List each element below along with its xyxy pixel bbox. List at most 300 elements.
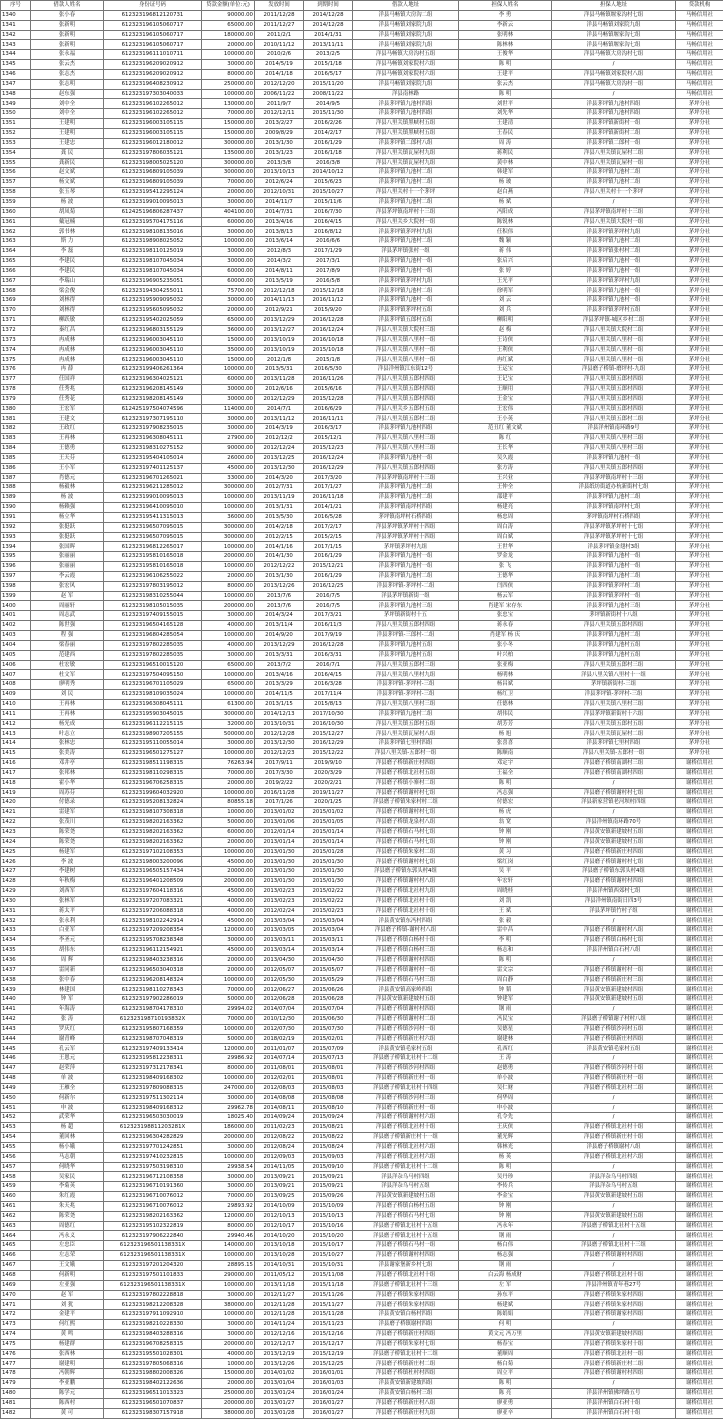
cell-start: 2012/06/27 — [255, 985, 304, 995]
cell-name: 陈世强 — [31, 621, 104, 631]
table-row — [1, 79, 723, 89]
cell-guarantor: 吴久霞 — [459, 453, 552, 463]
cell-amount: 404100.00 — [202, 207, 255, 217]
cell-addr: 洋县黄安镇白杨村四组 — [353, 1310, 459, 1320]
table-row — [1, 532, 723, 542]
cell-id: 612323197401125137 — [104, 463, 202, 473]
cell-end: 2016/8/12 — [304, 227, 353, 237]
cell-id: 612323197806035121 — [104, 148, 202, 158]
cell-amount: 380000.00 — [202, 1408, 255, 1418]
cell-no: 1423 — [1, 827, 31, 837]
cell-org: 谢桥信用社 — [676, 1083, 723, 1093]
cell-amount: 29893.92 — [202, 1201, 255, 1211]
table-row — [1, 1054, 723, 1064]
table-row — [1, 178, 723, 188]
cell-addr: 洋县磨子桥镇北社村六组 — [353, 1142, 459, 1152]
cell-addr: 洋县八里关镇五郎村三组 — [353, 660, 459, 670]
cell-org: 茅坪分社 — [676, 128, 723, 138]
cell-org: 茅坪分社 — [676, 119, 723, 129]
cell-addr: 洋县磨子桥镇新庄村四组 — [353, 1329, 459, 1339]
cell-gaddr: 洋县磨子桥镇沙河村十组 — [552, 1064, 676, 1074]
cell-start: 2011/2/1 — [255, 30, 304, 40]
cell-addr: 洋县黄安镇新建坡村五组 — [353, 1192, 459, 1202]
cell-gaddr: 洋县茅坪镇九池村一组 — [552, 256, 676, 266]
cell-start: 2014/07/14 — [255, 1054, 304, 1064]
cell-amount: 20000.00 — [202, 306, 255, 316]
cell-addr: 洋县茅坪镇九池村二组 — [353, 197, 459, 207]
cell-gaddr: 洋县茅坪镇茅坪村九组 — [552, 276, 676, 286]
cell-no: 1374 — [1, 345, 31, 355]
table-row — [1, 896, 723, 906]
cell-addr: 洋县洋州镇江东街12号 — [353, 365, 459, 375]
table-row — [1, 217, 723, 227]
cell-org: 茅坪分社 — [676, 719, 723, 729]
cell-start: 2012/12/29 — [255, 394, 304, 404]
table-row — [1, 936, 723, 946]
cell-org: 茅坪分社 — [676, 197, 723, 207]
header-name: 借款人姓名 — [31, 1, 104, 11]
cell-gaddr: 洋县茅坪镇九池村一组 — [552, 562, 676, 572]
cell-guarantor: 王诗侠 — [459, 335, 552, 345]
cell-addr: 洋县马畅镇刘家院村六组 — [353, 60, 459, 70]
cell-end: 2015/12/17 — [304, 1339, 353, 1349]
cell-end: 2017/2/17 — [304, 522, 353, 532]
cell-no: 1463 — [1, 1221, 31, 1231]
cell-gaddr: 洋县磨子桥镇谢村村四组 — [552, 1251, 676, 1261]
cell-end: 2016/12/28 — [304, 316, 353, 326]
cell-amount: 100000.00 — [202, 631, 255, 641]
cell-org: 谢桥信用社 — [676, 788, 723, 798]
cell-id: 612323196003045110 — [104, 335, 202, 345]
cell-start: 2014/8/11 — [255, 266, 304, 276]
cell-end: 2017/1/29 — [304, 247, 353, 257]
cell-id: 612323196710076012 — [104, 1201, 202, 1211]
cell-org: 谢桥信用社 — [676, 936, 723, 946]
cell-id: 612323199010095013 — [104, 493, 202, 503]
cell-id: 612323195412295124 — [104, 188, 202, 198]
cell-org: 茅坪分社 — [676, 256, 723, 266]
cell-name: 柳跃敏 — [31, 316, 104, 326]
cell-name: 李菊英 — [31, 1182, 104, 1192]
cell-addr: 洋县磨子桥镇朱家村四组 — [353, 1290, 459, 1300]
table-row — [1, 453, 723, 463]
cell-end: 2016/5/28 — [304, 512, 353, 522]
cell-addr: 洋县磨子桥镇石马村一组 — [353, 1241, 459, 1251]
cell-id: 612323195501028301 — [104, 1349, 202, 1359]
cell-amount: 30000.00 — [202, 1329, 255, 1339]
cell-gaddr: 洋县磨子桥镇谢村村七组 — [552, 857, 676, 867]
cell-guarantor: 钟 刚 — [459, 1201, 552, 1211]
table-row — [1, 729, 723, 739]
cell-no: 1372 — [1, 325, 31, 335]
cell-org: 谢桥信用社 — [676, 955, 723, 965]
cell-start: 2014/1/16 — [255, 542, 304, 552]
cell-name: 郭书林 — [31, 227, 104, 237]
cell-gaddr: 洋县磨子桥镇谢村村七组 — [552, 788, 676, 798]
cell-id: 612323197511302114 — [104, 1093, 202, 1103]
header-gaddr: 担保人地址 — [552, 1, 676, 11]
table-row — [1, 1024, 723, 1034]
cell-name: 王小军 — [31, 463, 104, 473]
cell-no: 1373 — [1, 335, 31, 345]
cell-org: 茅坪分社 — [676, 493, 723, 503]
cell-name: 张挺跃 — [31, 522, 104, 532]
cell-guarantor: 杨白伟 — [459, 1241, 552, 1251]
table-row — [1, 365, 723, 375]
cell-addr: 洋县磨子桥镇北社村十组 — [353, 896, 459, 906]
cell-id: 612323196501275127 — [104, 749, 202, 759]
cell-end: 2016/01/03 — [304, 1379, 353, 1389]
cell-no: 1426 — [1, 857, 31, 867]
cell-name: 张西林 — [31, 1349, 104, 1359]
cell-amount: 100000.00 — [202, 788, 255, 798]
cell-addr: 洋县茅坪镇茅坪村十四组 — [353, 532, 459, 542]
cell-start: 2010/2/6 — [255, 50, 304, 60]
cell-org: 谢桥信用社 — [676, 1408, 723, 1418]
cell-no: 1400 — [1, 601, 31, 611]
cell-addr: 洋县马畅镇刘家院九组 — [353, 40, 459, 50]
cell-addr: 洋县茅坪镇二郎村八组 — [353, 138, 459, 148]
table-row — [1, 266, 723, 276]
cell-gaddr: 洋县八里关镇八里村三组 — [552, 434, 676, 444]
cell-guarantor: 肖建军 杨 庆 — [459, 631, 552, 641]
cell-end: 2015/11/27 — [304, 1300, 353, 1310]
cell-id: 612323196803155129 — [104, 325, 202, 335]
cell-id: 612323198511198315 — [104, 758, 202, 768]
cell-guarantor: 王运宝 — [459, 365, 552, 375]
cell-id: 612323196209020912 — [104, 60, 202, 70]
cell-amount: 100000.00 — [202, 50, 255, 60]
table-row — [1, 168, 723, 178]
cell-amount: 30000.00 — [202, 384, 255, 394]
cell-addr: 洋县磨子桥镇新庄村四组 — [353, 758, 459, 768]
cell-org: 谢桥信用社 — [676, 1251, 723, 1261]
cell-start: 2013/5/19 — [255, 276, 304, 286]
cell-id: 612323199604032920 — [104, 788, 202, 798]
cell-no: 1385 — [1, 453, 31, 463]
cell-org: 茅坪分社 — [676, 227, 723, 237]
table-row — [1, 138, 723, 148]
cell-no: 1413 — [1, 729, 31, 739]
cell-gaddr: 洋县磨子桥镇北社村二组 — [552, 1083, 676, 1093]
cell-addr: 洋县茅坪镇九池村四组 — [353, 109, 459, 119]
cell-guarantor: 吴丹珍 — [459, 1172, 552, 1182]
cell-id: 612323198402122636 — [104, 1379, 202, 1389]
cell-no: 1437 — [1, 965, 31, 975]
cell-org: 茅坪分社 — [676, 670, 723, 680]
cell-amount: 290000.00 — [202, 1270, 255, 1280]
cell-id: 612323195208132824 — [104, 798, 202, 808]
cell-guarantor: 王 涛 — [459, 1054, 552, 1064]
cell-end: 2015/12/22 — [304, 749, 353, 759]
cell-addr: 洋县磨子桥镇北社村十二组 — [353, 1162, 459, 1172]
cell-no: 1384 — [1, 443, 31, 453]
cell-amount: 20000.00 — [202, 955, 255, 965]
cell-addr: 洋县磨子桥镇北社村十五组 — [353, 1221, 459, 1231]
cell-addr: 洋县茅坪镇九池村一组 — [353, 256, 459, 266]
cell-addr: 洋县八里关乡五郎村五组 — [353, 404, 459, 414]
cell-name: 张茂川 — [31, 818, 104, 828]
cell-no: 1387 — [1, 473, 31, 483]
cell-addr: 洋县磨子桥镇龙泉村八组 — [353, 818, 459, 828]
cell-guarantor: 钢 雨 — [459, 1261, 552, 1271]
cell-id: 612323198208145149 — [104, 394, 202, 404]
cell-end: 2016/11/18 — [304, 493, 353, 503]
cell-amount: 30000.00 — [202, 936, 255, 946]
cell-no: 1472 — [1, 1310, 31, 1320]
cell-amount: 40000.00 — [202, 906, 255, 916]
cell-id: 612323195708238348 — [104, 936, 202, 946]
cell-org: 茅坪分社 — [676, 109, 723, 119]
cell-start: 2014/1/30 — [255, 552, 304, 562]
cell-gaddr: 洋县马畅镇刘家院九组 — [552, 20, 676, 30]
cell-name: 陈荣尧 — [31, 837, 104, 847]
cell-start: 2013/10/19 — [255, 335, 304, 345]
cell-gaddr: 洋县磨子桥镇谢村村一组 — [552, 965, 676, 975]
cell-amount: 45000.00 — [202, 886, 255, 896]
cell-id: 612323196712108358 — [104, 1172, 202, 1182]
cell-no: 1428 — [1, 877, 31, 887]
table-row — [1, 1241, 723, 1251]
cell-addr: 洋县磨子桥镇石马村七组 — [353, 827, 459, 837]
table-row — [1, 1231, 723, 1241]
table-row — [1, 985, 723, 995]
cell-no: 1368 — [1, 286, 31, 296]
cell-org: 茅坪分社 — [676, 473, 723, 483]
cell-end: 2015/06/26 — [304, 985, 353, 995]
cell-addr: 洋县磨子桥镇新庄村九组 — [353, 1408, 459, 1418]
cell-amount: 120000.00 — [202, 1044, 255, 1054]
cell-org: 谢桥信用社 — [676, 1123, 723, 1133]
table-row — [1, 50, 723, 60]
cell-gaddr: 洋县磨子桥镇东郭头村4组 — [552, 867, 676, 877]
cell-gaddr: 洋县黄安镇新建坡村五组 — [552, 827, 676, 837]
cell-no: 1366 — [1, 266, 31, 276]
cell-name: 张永福 — [31, 50, 104, 60]
cell-end: 2015/08/03 — [304, 1083, 353, 1093]
cell-end: 2015/03/11 — [304, 936, 353, 946]
cell-start: 2018/02/19 — [255, 1034, 304, 1044]
cell-addr: 洋县磨子桥镇小寨村二组 — [353, 778, 459, 788]
cell-org: 谢桥信用社 — [676, 1201, 723, 1211]
cell-start: 2013/09/25 — [255, 1192, 304, 1202]
cell-addr: 洋县磨子桥镇北社村十组 — [353, 906, 459, 916]
cell-amount: 70000.00 — [202, 985, 255, 995]
cell-guarantor: 张小冬 — [459, 640, 552, 650]
cell-name: 李建民 — [31, 256, 104, 266]
cell-org: 茅坪分社 — [676, 611, 723, 621]
cell-guarantor: 王仲全 — [459, 483, 552, 493]
table-row — [1, 1339, 723, 1349]
cell-no: 1393 — [1, 532, 31, 542]
cell-end: 2015/07/30 — [304, 1024, 353, 1034]
cell-gaddr: 洋县茅坪镇茅坪村二组 — [552, 581, 676, 591]
cell-name: 霍小华 — [31, 778, 104, 788]
cell-name: 张美涛 — [31, 749, 104, 759]
cell-id: 612323197906222840 — [104, 1231, 202, 1241]
cell-org: 茅坪分社 — [676, 404, 723, 414]
cell-start: 2012/8/3 — [255, 247, 304, 257]
cell-org: 谢桥信用社 — [676, 1320, 723, 1330]
cell-addr: 洋县磨子桥镇朱家村四组 — [353, 1300, 459, 1310]
cell-end: 2019/11/27 — [304, 788, 353, 798]
table-row — [1, 1123, 723, 1133]
cell-no: 1433 — [1, 926, 31, 936]
cell-guarantor: 杨 斌 — [459, 197, 552, 207]
cell-no: 1432 — [1, 916, 31, 926]
cell-end: 2016/12/24 — [304, 453, 353, 463]
cell-start: 2012/08/22 — [255, 1133, 304, 1143]
cell-no: 1349 — [1, 99, 31, 109]
cell-amount: 33000.00 — [202, 473, 255, 483]
cell-no: 1421 — [1, 808, 31, 818]
cell-gaddr: 洋县磨子桥镇新庄村四组 — [552, 1034, 676, 1044]
cell-amount: 60000.00 — [202, 276, 255, 286]
cell-guarantor: 胡芳芳 — [459, 719, 552, 729]
cell-start: 2014/3/24 — [255, 611, 304, 621]
cell-gaddr: / — [552, 1201, 676, 1211]
table-row — [1, 256, 723, 266]
cell-end: 2016/10/18 — [304, 335, 353, 345]
cell-addr: 洋县茅坪镇九池村二组 — [353, 571, 459, 581]
cell-name: 周 辉 — [31, 955, 104, 965]
cell-addr: 洋县茅坪镇茅坪村九组 — [353, 276, 459, 286]
cell-end: 2015/12/16 — [304, 1329, 353, 1339]
cell-id: 612323198110125019 — [104, 247, 202, 257]
cell-org: 谢桥信用社 — [676, 1054, 723, 1064]
cell-guarantor: 陈 亮 — [459, 1388, 552, 1398]
cell-no: 1415 — [1, 749, 31, 759]
cell-addr: 洋县茅坪镇茅坪村九组 — [353, 227, 459, 237]
cell-start: 2013/10/28 — [255, 1251, 304, 1261]
cell-end: 2015/12/18 — [304, 286, 353, 296]
cell-gaddr: 洋县磨子桥镇谢家村四组 — [552, 1310, 676, 1320]
cell-name: 李瑞山 — [31, 276, 104, 286]
table-row — [1, 296, 723, 306]
cell-id: 612323196708258315 — [104, 1339, 202, 1349]
cell-gaddr: 洋县茅坪镇九池村一组 — [552, 296, 676, 306]
cell-end: 2017/1/27 — [304, 483, 353, 493]
cell-org: 茅坪分社 — [676, 749, 723, 759]
cell-end: 2013/11/11 — [304, 40, 353, 50]
cell-name: 杨 波 — [31, 197, 104, 207]
cell-no: 1392 — [1, 522, 31, 532]
cell-start: 2017/1/26 — [255, 798, 304, 808]
cell-start: 2014/5/19 — [255, 60, 304, 70]
cell-id: 612323197409155015 — [104, 611, 202, 621]
cell-addr: 洋县磨子桥镇朱家村七组 — [353, 1339, 459, 1349]
cell-gaddr: 洋县黄安镇新建坡村五组 — [552, 837, 676, 847]
table-row — [1, 493, 723, 503]
cell-addr: 洋县八里关镇八里村三组 — [353, 443, 459, 453]
cell-no: 1355 — [1, 158, 31, 168]
cell-name: 冯朝辉 — [31, 1369, 104, 1379]
cell-org: 茅坪分社 — [676, 562, 723, 572]
cell-start: 2011/9/7 — [255, 99, 304, 109]
cell-gaddr: 洋县茅坪镇茅坪村十七组 — [552, 522, 676, 532]
cell-no: 1378 — [1, 384, 31, 394]
cell-addr: 洋县磨子桥镇谢村村六组 — [353, 1113, 459, 1123]
cell-addr: 洋县茅坪镇南坪村四组 — [353, 503, 459, 513]
cell-gaddr: 洋县茅坪镇新街村一组 — [552, 119, 676, 129]
cell-start: 2012/12/16 — [255, 1329, 304, 1339]
cell-addr: 洋县黄安镇新建坡四组 — [353, 1379, 459, 1389]
table-row — [1, 1408, 723, 1418]
cell-addr: 洋县磨子桥镇白杨村五组 — [353, 1201, 459, 1211]
cell-end: 2015/10/18 — [304, 345, 353, 355]
cell-no: 1408 — [1, 680, 31, 690]
cell-amount: 15000.00 — [202, 335, 255, 345]
cell-gaddr: 洋县八里关镇五郎村四组 — [552, 375, 676, 385]
cell-end: 2015/08/22 — [304, 1133, 353, 1143]
cell-addr: 洋县马畅镇刘家院九组 — [353, 20, 459, 30]
table-row — [1, 1359, 723, 1369]
cell-amount: 80000.00 — [202, 1064, 255, 1074]
cell-guarantor: 李金宝 — [459, 1192, 552, 1202]
cell-id: 612323195903045015 — [104, 709, 202, 719]
cell-no: 1360 — [1, 207, 31, 217]
cell-amount: 50000.00 — [202, 995, 255, 1005]
cell-addr: 洋县茅坪镇九池村一组 — [353, 453, 459, 463]
cell-org: 茅坪分社 — [676, 237, 723, 247]
cell-org: 谢桥信用社 — [676, 1359, 723, 1369]
cell-guarantor: 杨 英 — [459, 1152, 552, 1162]
cell-guarantor: 何华周 — [459, 1093, 552, 1103]
table-row — [1, 877, 723, 887]
cell-gaddr: 洋县磨子桥镇谢村八组 — [552, 1142, 676, 1152]
cell-amount: 65000.00 — [202, 316, 255, 326]
cell-guarantor: 周白涛 — [459, 522, 552, 532]
cell-name: 赵东强 — [31, 89, 104, 99]
cell-amount: 200000.00 — [202, 601, 255, 611]
cell-addr: 洋县八里关村十一个茅坪 — [353, 188, 459, 198]
cell-start: 2012/12/17 — [255, 1339, 304, 1349]
cell-id: 612323196003045110 — [104, 355, 202, 365]
cell-amount: 70000.00 — [202, 109, 255, 119]
cell-org: 茅坪分社 — [676, 483, 723, 493]
cell-guarantor: 韩林光 — [459, 1142, 552, 1152]
cell-name: 朱红霞 — [31, 1192, 104, 1202]
cell-name: 何新尔 — [31, 1093, 104, 1103]
cell-end: 2015/01/28 — [304, 847, 353, 857]
table-row — [1, 1270, 723, 1280]
table-row — [1, 798, 723, 808]
cell-addr: 洋县八里关镇黑峡村五组 — [353, 128, 459, 138]
cell-amount: 45000.00 — [202, 946, 255, 956]
table-row — [1, 1152, 723, 1162]
cell-gaddr: 洋县黄安镇毛家村五组 — [552, 1044, 676, 1054]
cell-guarantor: 王记宝 — [459, 375, 552, 385]
table-row — [1, 1369, 723, 1379]
cell-gaddr: 洋县八里关镇八里村一组 — [552, 345, 676, 355]
cell-guarantor: 王小英 — [459, 414, 552, 424]
cell-guarantor: 单小波 — [459, 1073, 552, 1083]
table-row — [1, 1093, 723, 1103]
cell-org: 谢桥信用社 — [676, 1044, 723, 1054]
cell-name: 白亚军 — [31, 926, 104, 936]
cell-amount: 20000.00 — [202, 837, 255, 847]
cell-amount: 30000.00 — [202, 394, 255, 404]
cell-org: 谢桥信用社 — [676, 758, 723, 768]
cell-name: 秦红昌 — [31, 325, 104, 335]
cell-amount: 30000.00 — [202, 739, 255, 749]
table-row — [1, 640, 723, 650]
cell-guarantor: 柳阳明 — [459, 316, 552, 326]
cell-org: 茅坪分社 — [676, 601, 723, 611]
cell-amount: 20000.00 — [202, 1379, 255, 1389]
cell-org: 谢桥信用社 — [676, 798, 723, 808]
cell-name: 周苏芬 — [31, 788, 104, 798]
